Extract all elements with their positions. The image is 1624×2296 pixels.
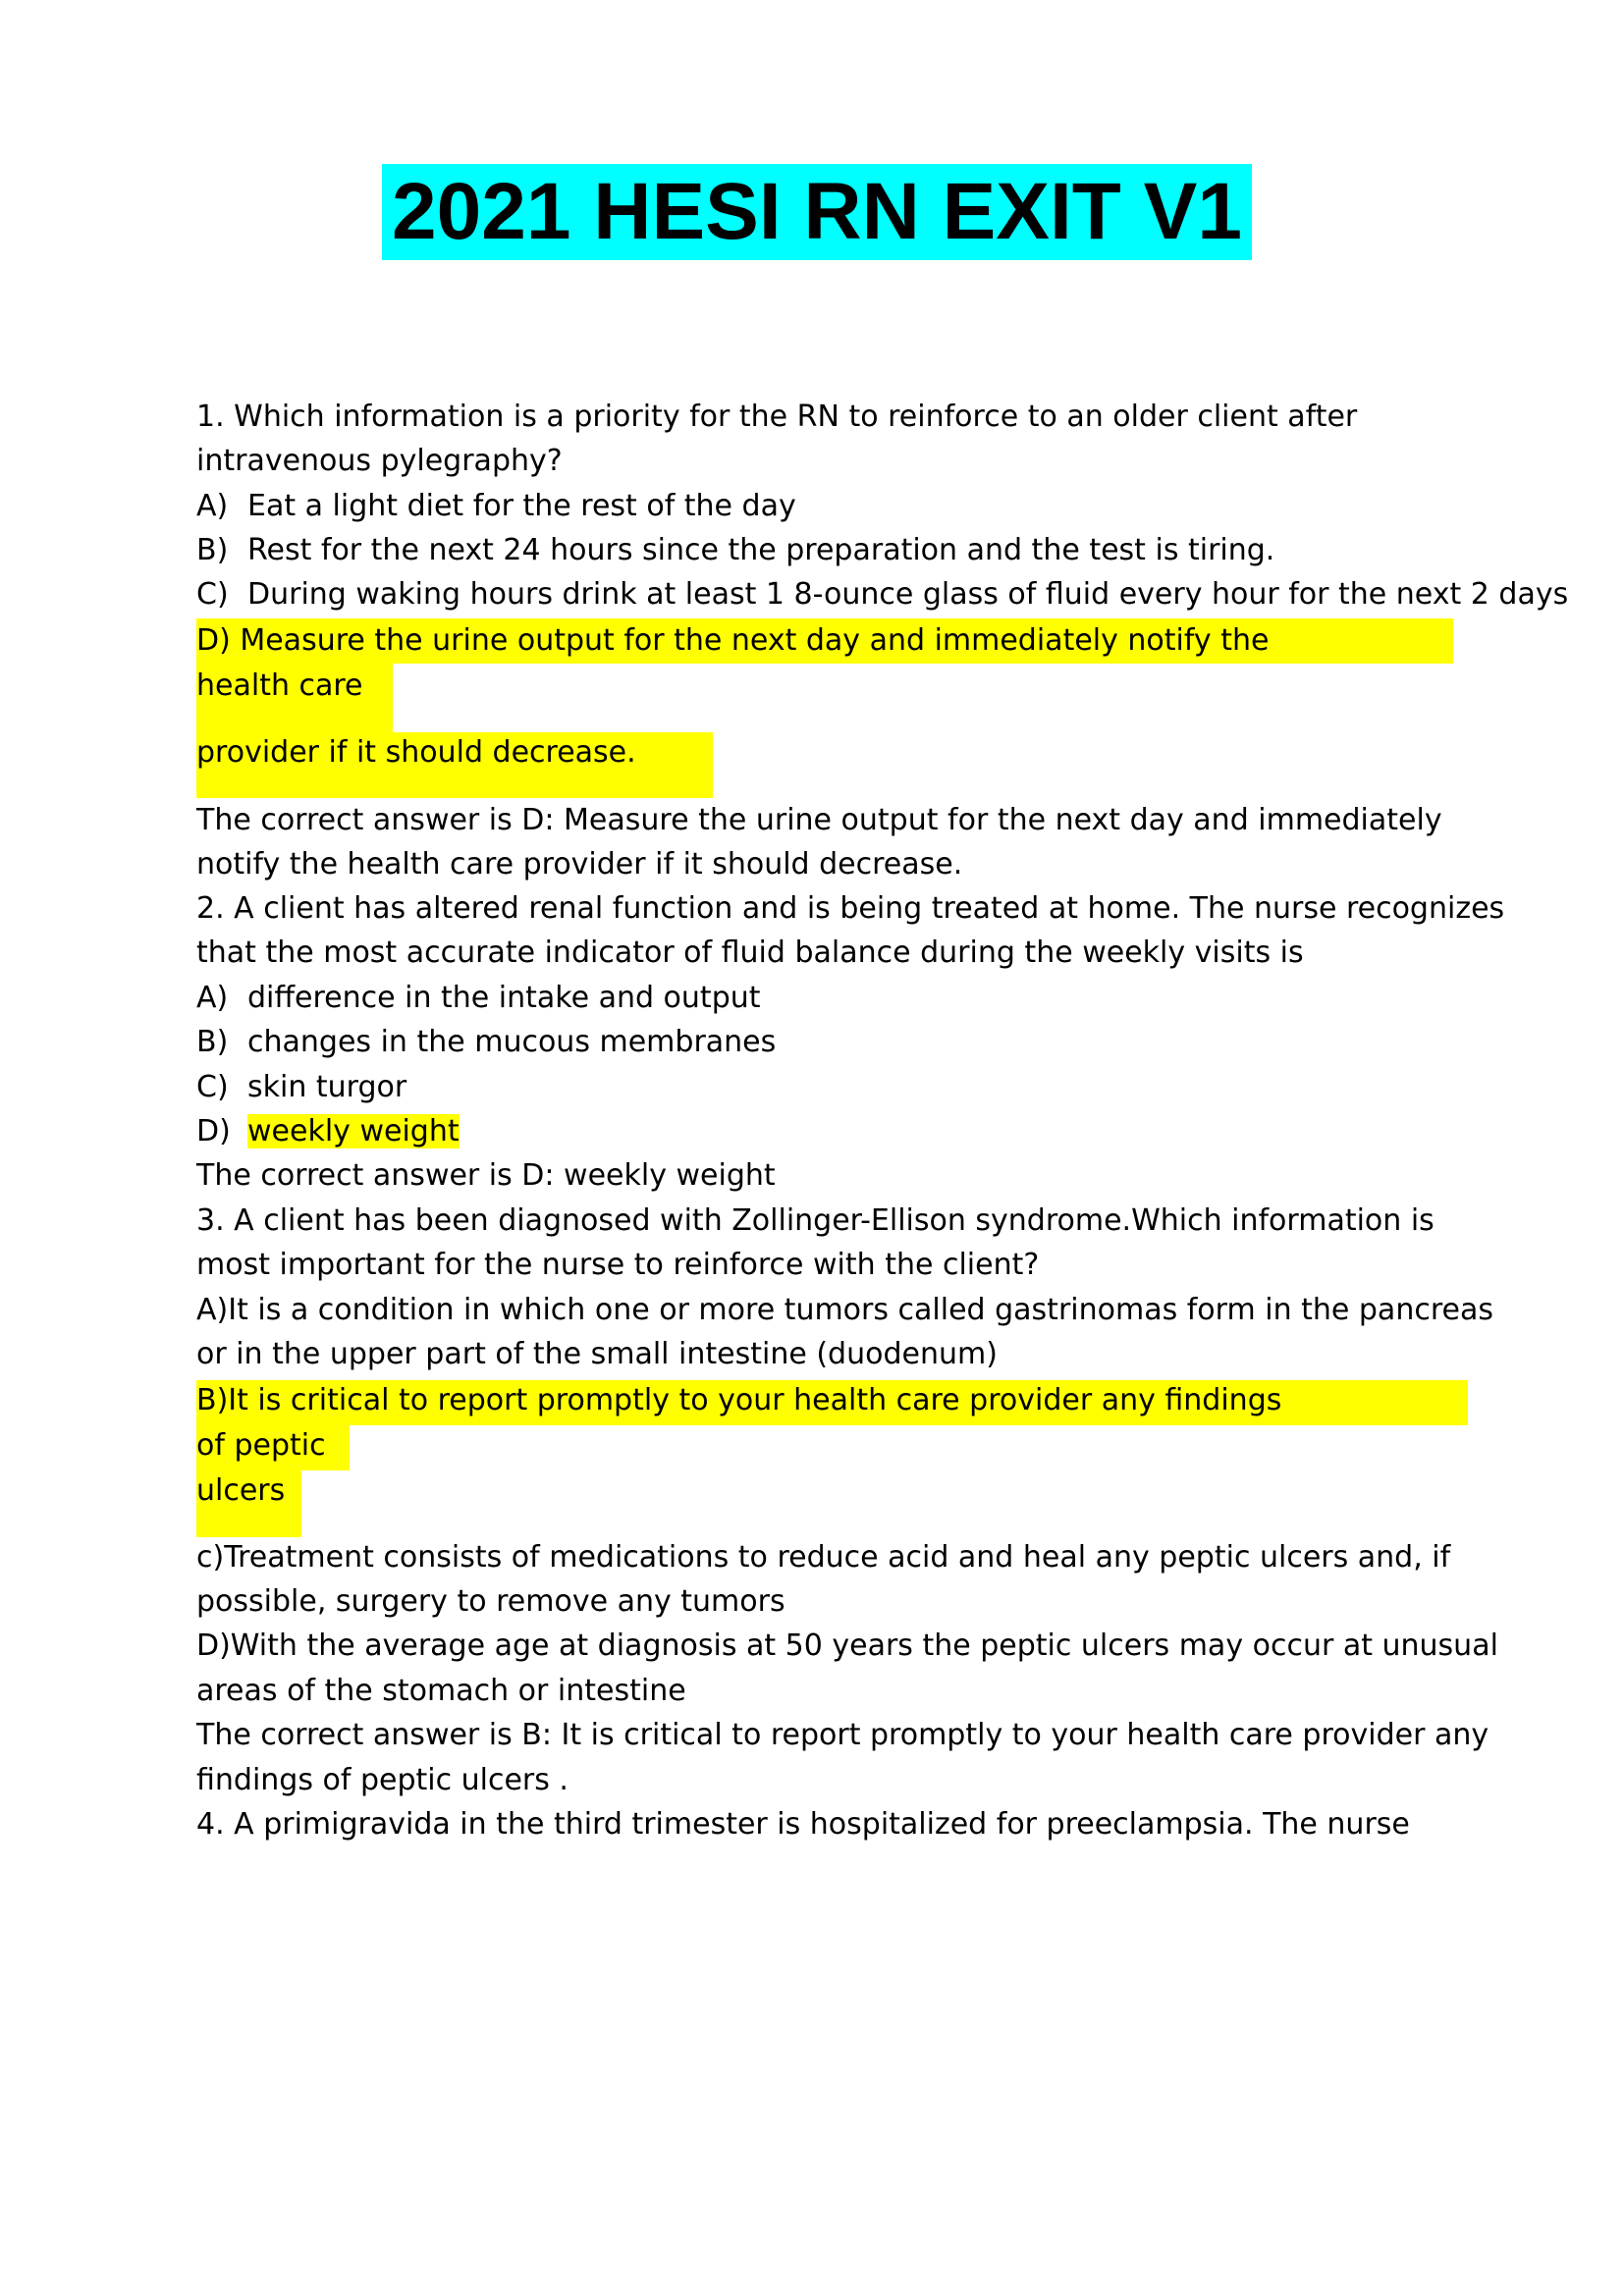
q1-option-b: [196, 528, 1274, 572]
option-letter: B): [196, 1025, 229, 1059]
q3-option-a-line2: or in the upper part of the small intestine (duodenum): [196, 1337, 998, 1371]
q1-option-c: [196, 572, 1568, 616]
option-letter: D): [196, 1114, 231, 1148]
q1-stem-line2: intravenous pylegraphy?: [196, 444, 563, 478]
q3-stem-line1: 3. A client has been diagnosed with Zollinger-Ellison syndrome.Which information is: [196, 1203, 1435, 1238]
option-text: difference in the intake and output: [247, 981, 761, 1015]
q1-answer-line2: notify the health care provider if it should decrease.: [196, 847, 963, 881]
option-letter: C): [196, 1070, 229, 1104]
q2-option-a: [196, 976, 761, 1020]
q1-stem-line1: 1. Which information is a priority for the RN to reinforce to an older client after: [196, 400, 1358, 434]
q2-answer-line1: The correct answer is D: weekly weight: [196, 1158, 776, 1193]
q3-answer-line2: findings of peptic ulcers .: [196, 1763, 568, 1797]
q3-option-c-line2: possible, surgery to remove any tumors: [196, 1584, 785, 1619]
q1-answer-line1: The correct answer is D: Measure the urine output for the next day and immediately: [196, 803, 1442, 837]
option-text: Eat a light diet for the rest of the day: [247, 489, 796, 523]
q4-stem-line1: 4. A primigravida in the third trimester is hospitalized for preeclampsia. The nurse: [196, 1807, 1410, 1842]
q3-option-c-line1: c)Treatment consists of medications to reduce acid and heal any peptic ulcers and, if: [196, 1540, 1451, 1575]
q3-option-b-line1: B)It is critical to report promptly to your health care provider any findings: [196, 1383, 1282, 1417]
q2-stem-line1: 2. A client has altered renal function and is being treated at home. The nurse recognizes: [196, 891, 1505, 926]
q3-option-d-line1: D)With the average age at diagnosis at 50 years the peptic ulcers may occur at unusual: [196, 1629, 1498, 1663]
q1-option-d-line2: health care: [196, 668, 363, 703]
q3-option-b-line2: of peptic: [196, 1428, 326, 1463]
option-letter: A): [196, 981, 229, 1015]
document-title: 2021 HESI RN EXIT V1: [382, 164, 1252, 260]
q1-option-d-line3: provider if it should decrease.: [196, 735, 636, 770]
q2-stem-line2: that the most accurate indicator of fluid balance during the weekly visits is: [196, 935, 1304, 970]
option-text-highlighted: weekly weight: [247, 1114, 460, 1148]
q3-answer-line1: The correct answer is B: It is critical to report promptly to your health care provider any: [196, 1718, 1489, 1752]
option-letter: B): [196, 533, 229, 567]
q2-option-b: [196, 1020, 776, 1064]
q3-option-a-line1: A)It is a condition in which one or more tumors called gastrinomas form in the pancreas: [196, 1293, 1493, 1327]
option-text: During waking hours drink at least 1 8-ounce glass of fluid every hour for the next 2 days: [247, 577, 1569, 612]
q1-option-d-line1: D) Measure the urine output for the next day and immediately notify the: [196, 623, 1270, 658]
q1-option-a: [196, 484, 796, 528]
option-text: changes in the mucous membranes: [247, 1025, 777, 1059]
q3-option-b-line3: ulcers: [196, 1473, 286, 1508]
q2-option-c: [196, 1065, 406, 1109]
option-letter: A): [196, 489, 229, 523]
option-text: skin turgor: [247, 1070, 407, 1104]
option-letter: C): [196, 577, 229, 612]
q3-option-d-line2: areas of the stomach or intestine: [196, 1674, 686, 1708]
q2-option-d: [196, 1109, 460, 1153]
option-text: Rest for the next 24 hours since the preparation and the test is tiring.: [247, 533, 1275, 567]
q3-stem-line2: most important for the nurse to reinforce with the client?: [196, 1248, 1040, 1282]
